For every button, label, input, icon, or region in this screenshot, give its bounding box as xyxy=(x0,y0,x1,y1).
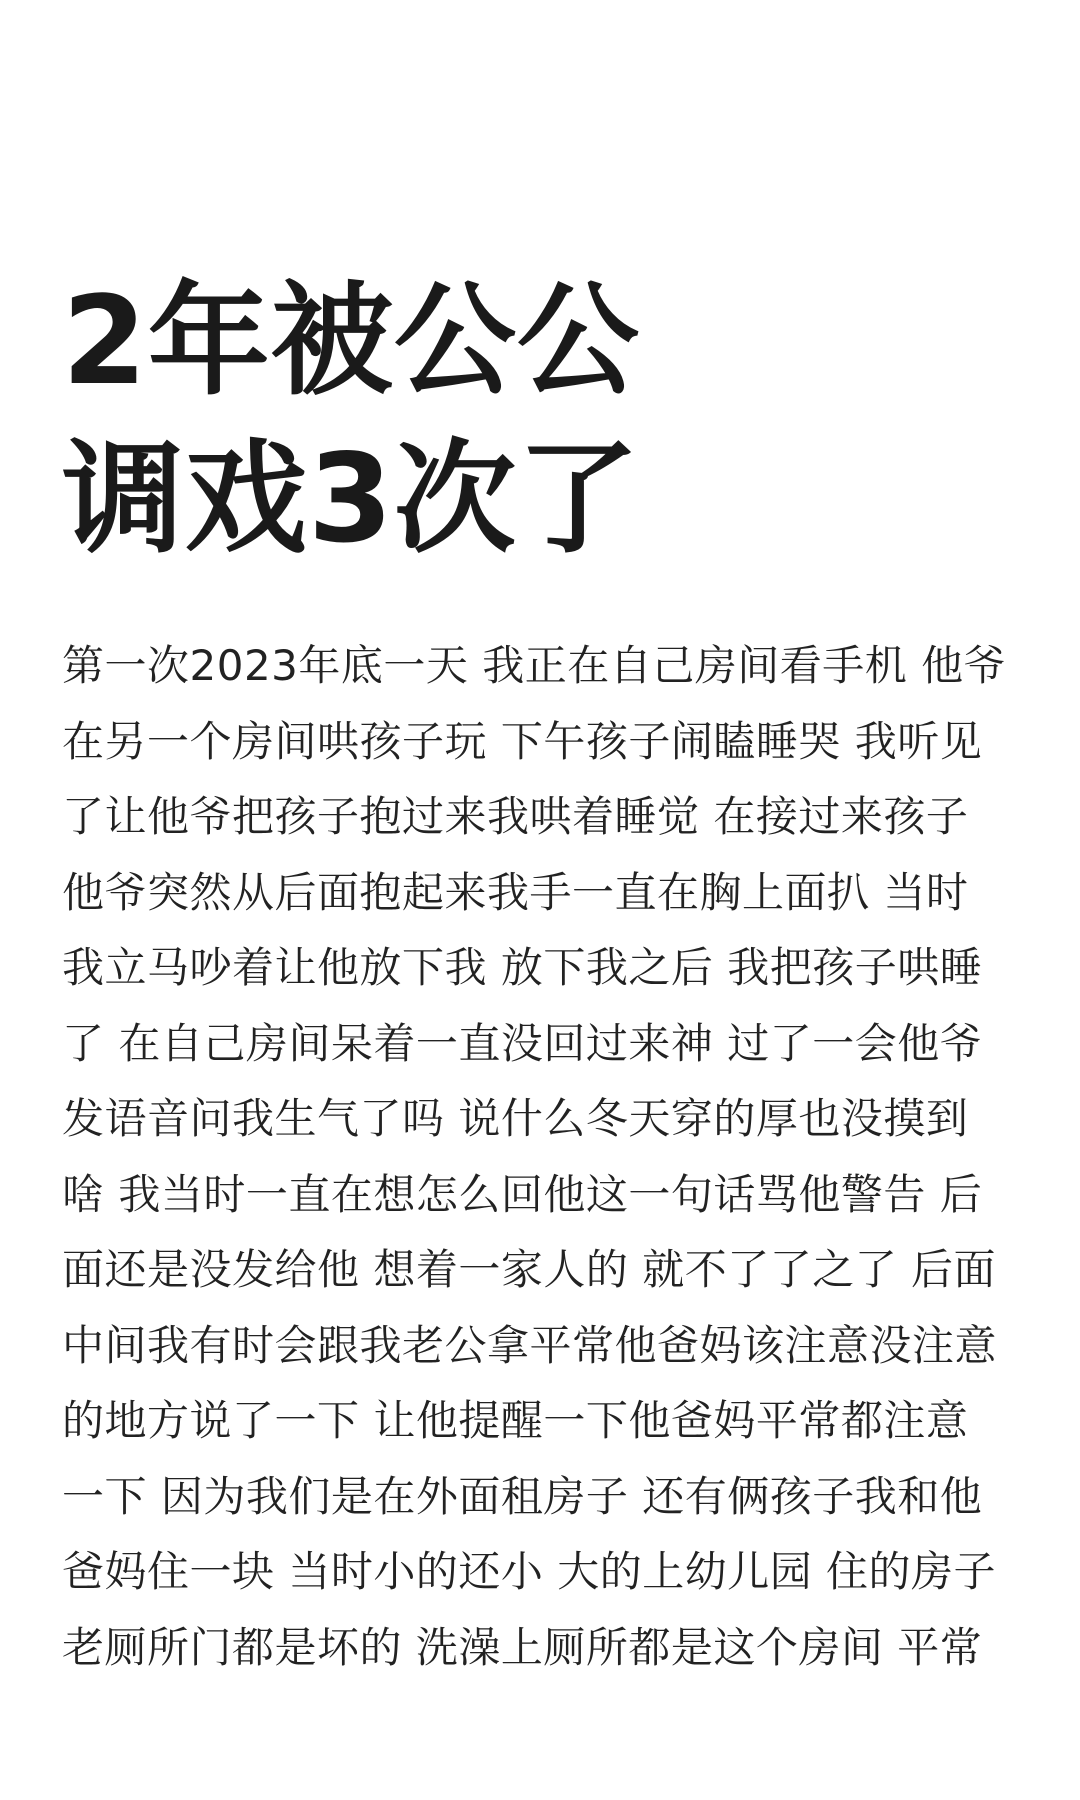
body-line: 爸妈住一块 当时小的还小 大的上幼儿园 住的房子 xyxy=(62,1547,997,1596)
body-line: 一下 因为我们是在外面租房子 还有俩孩子我和他 xyxy=(62,1471,983,1521)
body-line: 中间我有时会跟我老公拿平常他爸妈该注意没注意 xyxy=(62,1320,998,1370)
body-line: 第一次2023年底一天 我正在自己房间看手机 他爷 xyxy=(62,641,1007,690)
body-line: 面还是没发给他 想着一家人的 就不了了之了 后面 xyxy=(62,1245,997,1294)
body-line: 啥 我当时一直在想怎么回他这一句话骂他警告 后 xyxy=(62,1169,983,1219)
body-line: 的地方说了一下 让他提醒一下他爸妈平常都注意 xyxy=(62,1396,969,1445)
post-body xyxy=(62,628,1032,1685)
body-line: 了 在自己房间呆着一直没回过来神 过了一会他爷 xyxy=(62,1018,983,1068)
body-line: 我立马吵着让他放下我 放下我之后 我把孩子哄睡 xyxy=(62,943,983,992)
body-line: 他爷突然从后面抱起来我手一直在胸上面扒 当时 xyxy=(62,867,969,917)
post-title xyxy=(62,262,1022,578)
body-line: 老厕所门都是坏的 洗澡上厕所都是这个房间 平常 xyxy=(62,1622,983,1672)
body-line: 在另一个房间哄孩子玩 下午孩子闹瞌睡哭 我听见 xyxy=(62,716,983,766)
body-line: 发语音问我生气了吗 说什么冬天穿的厚也没摸到 xyxy=(62,1094,969,1143)
title-line: 调戏3次了 xyxy=(62,428,640,570)
body-line: 了让他爷把孩子抱过来我哄着睡觉 在接过来孩子 xyxy=(62,792,969,841)
title-line: 2年被公公 xyxy=(62,270,640,412)
